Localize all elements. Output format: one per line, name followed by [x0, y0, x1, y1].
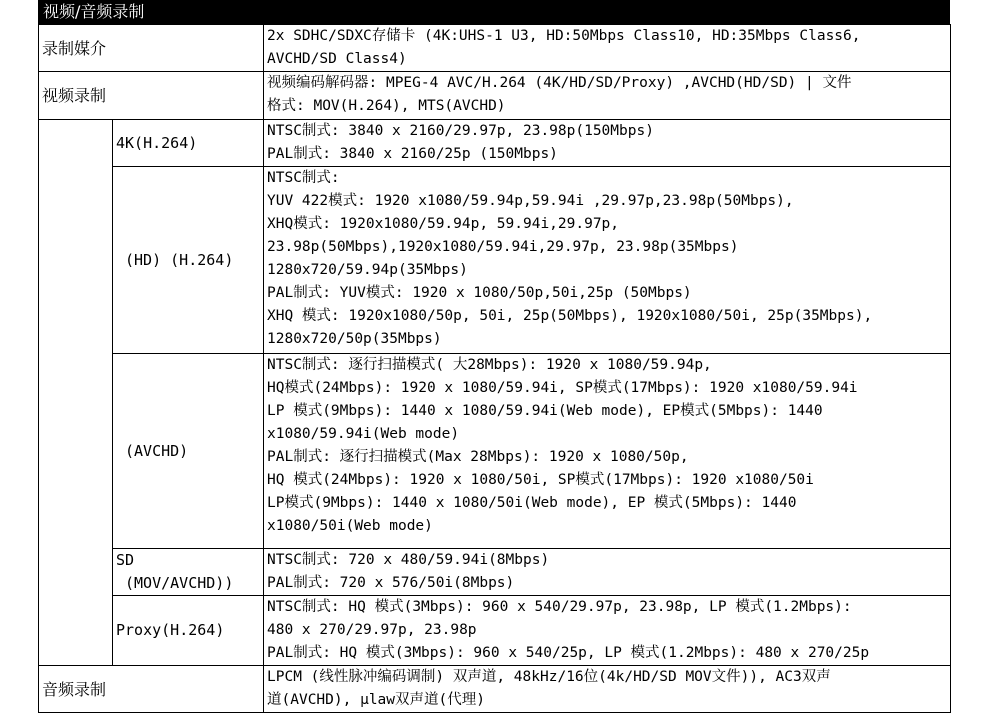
text-line: XHQ 模式: 1920x1080/50p, 50i, 25p(50Mbps), 1920x1080/50i, 25p(35Mbps), — [267, 308, 873, 324]
format-label-sd — [113, 549, 264, 596]
table-row-sd — [39, 549, 951, 596]
format-label-4k: 4K(H.264) — [113, 120, 264, 167]
text-line: SD — [116, 551, 135, 569]
format-content-avchd — [264, 354, 951, 549]
table-row-media — [39, 25, 951, 72]
text-line: PAL制式: YUV模式: 1920 x 1080/50p,50i,25p (50Mbps) — [267, 285, 692, 301]
text-line: 1280x720/50p(35Mbps) — [267, 331, 442, 347]
spec-sheet — [38, 0, 950, 708]
text-line: AVCHD/SD Class4) — [267, 51, 407, 67]
format-content-sd — [264, 549, 951, 596]
text-line: NTSC制式: 720 x 480/59.94i(8Mbps) — [267, 552, 550, 568]
text-line: PAL制式: 3840 x 2160/25p (150Mbps) — [267, 146, 558, 162]
table-row-proxy — [39, 596, 951, 666]
table-row-video — [39, 72, 951, 120]
format-label-proxy: Proxy(H.264) — [113, 596, 264, 666]
text-line: 23.98p(50Mbps),1920x1080/59.94i,29.97p, 23.98p(35Mbps) — [267, 239, 739, 255]
text-line: HQ 模式(24Mbps): 1920 x 1080/50i, SP模式(17Mbps): 1920 x1080/50i — [267, 472, 814, 488]
table-row-4k — [39, 120, 951, 167]
text-line: 1280x720/59.94p(35Mbps) — [267, 262, 468, 278]
text-line: 2x SDHC/SDXC存储卡 (4K:UHS-1 U3, HD:50Mbps Class10, HD:35Mbps Class6, — [267, 28, 861, 44]
video-label: 视频录制 — [39, 72, 264, 120]
text-line: LP 模式(9Mbps): 1440 x 1080/59.94i(Web mode), EP模式(5Mbps): 1440 — [267, 403, 823, 419]
text-line: NTSC制式: 3840 x 2160/29.97p, 23.98p(150Mbps) — [267, 123, 654, 139]
table-row-audio — [39, 666, 951, 713]
format-content-proxy — [264, 596, 951, 666]
format-content-hd — [264, 167, 951, 354]
text-line: YUV 422模式: 1920 x1080/59.94p,59.94i ,29.97p,23.98p(50Mbps), — [267, 193, 794, 209]
text-line: (MOV/AVCHD)) — [125, 574, 234, 592]
text-line: 格式: MOV(H.264), MTS(AVCHD) — [267, 98, 506, 114]
spec-table — [38, 24, 951, 713]
text-line: 道(AVCHD), μlaw双声道(代理) — [267, 692, 485, 708]
audio-content — [264, 666, 951, 713]
text-line: LPCM (线性脉冲编码调制) 双声道, 48kHz/16位(4k/HD/SD MOV文件)), AC3双声 — [267, 669, 831, 685]
media-label: 录制媒介 — [39, 25, 264, 72]
text-line: PAL制式: 720 x 576/50i(8Mbps) — [267, 575, 515, 591]
text-line: 480 x 270/29.97p, 23.98p — [267, 622, 477, 638]
media-content — [264, 25, 951, 72]
section-header: 视频/音频录制 — [38, 0, 950, 24]
text-line: 视频编码解码器: MPEG-4 AVC/H.264 (4K/HD/SD/Proxy) ,AVCHD(HD/SD) | 文件 — [267, 75, 852, 91]
text-line: HQ模式(24Mbps): 1920 x 1080/59.94i, SP模式(17Mbps): 1920 x1080/59.94i — [267, 380, 858, 396]
format-content-4k — [264, 120, 951, 167]
blank-cell — [39, 120, 113, 666]
audio-label: 音频录制 — [39, 666, 264, 713]
text-line: PAL制式: 逐行扫描模式(Max 28Mbps): 1920 x 1080/50p, — [267, 449, 689, 465]
video-content — [264, 72, 951, 120]
format-label-avchd: (AVCHD) — [113, 354, 264, 549]
text-line: NTSC制式: HQ 模式(3Mbps): 960 x 540/29.97p, 23.98p, LP 模式(1.2Mbps): — [267, 599, 852, 615]
format-label-hd: (HD) (H.264) — [113, 167, 264, 354]
text-line: PAL制式: HQ 模式(3Mbps): 960 x 540/25p, LP 模式(1.2Mbps): 480 x 270/25p — [267, 645, 870, 661]
text-line: x1080/59.94i(Web mode) — [267, 426, 460, 442]
text-line: XHQ模式: 1920x1080/59.94p, 59.94i,29.97p, — [267, 216, 620, 232]
text-line: NTSC制式: 逐行扫描模式( 大28Mbps): 1920 x 1080/59.94p, — [267, 357, 712, 373]
text-line: x1080/50i(Web mode) — [267, 518, 433, 534]
table-row-avchd — [39, 354, 951, 549]
text-line: NTSC制式: — [267, 170, 340, 186]
table-row-hd — [39, 167, 951, 354]
text-line: LP模式(9Mbps): 1440 x 1080/50i(Web mode), EP 模式(5Mbps): 1440 — [267, 495, 797, 511]
